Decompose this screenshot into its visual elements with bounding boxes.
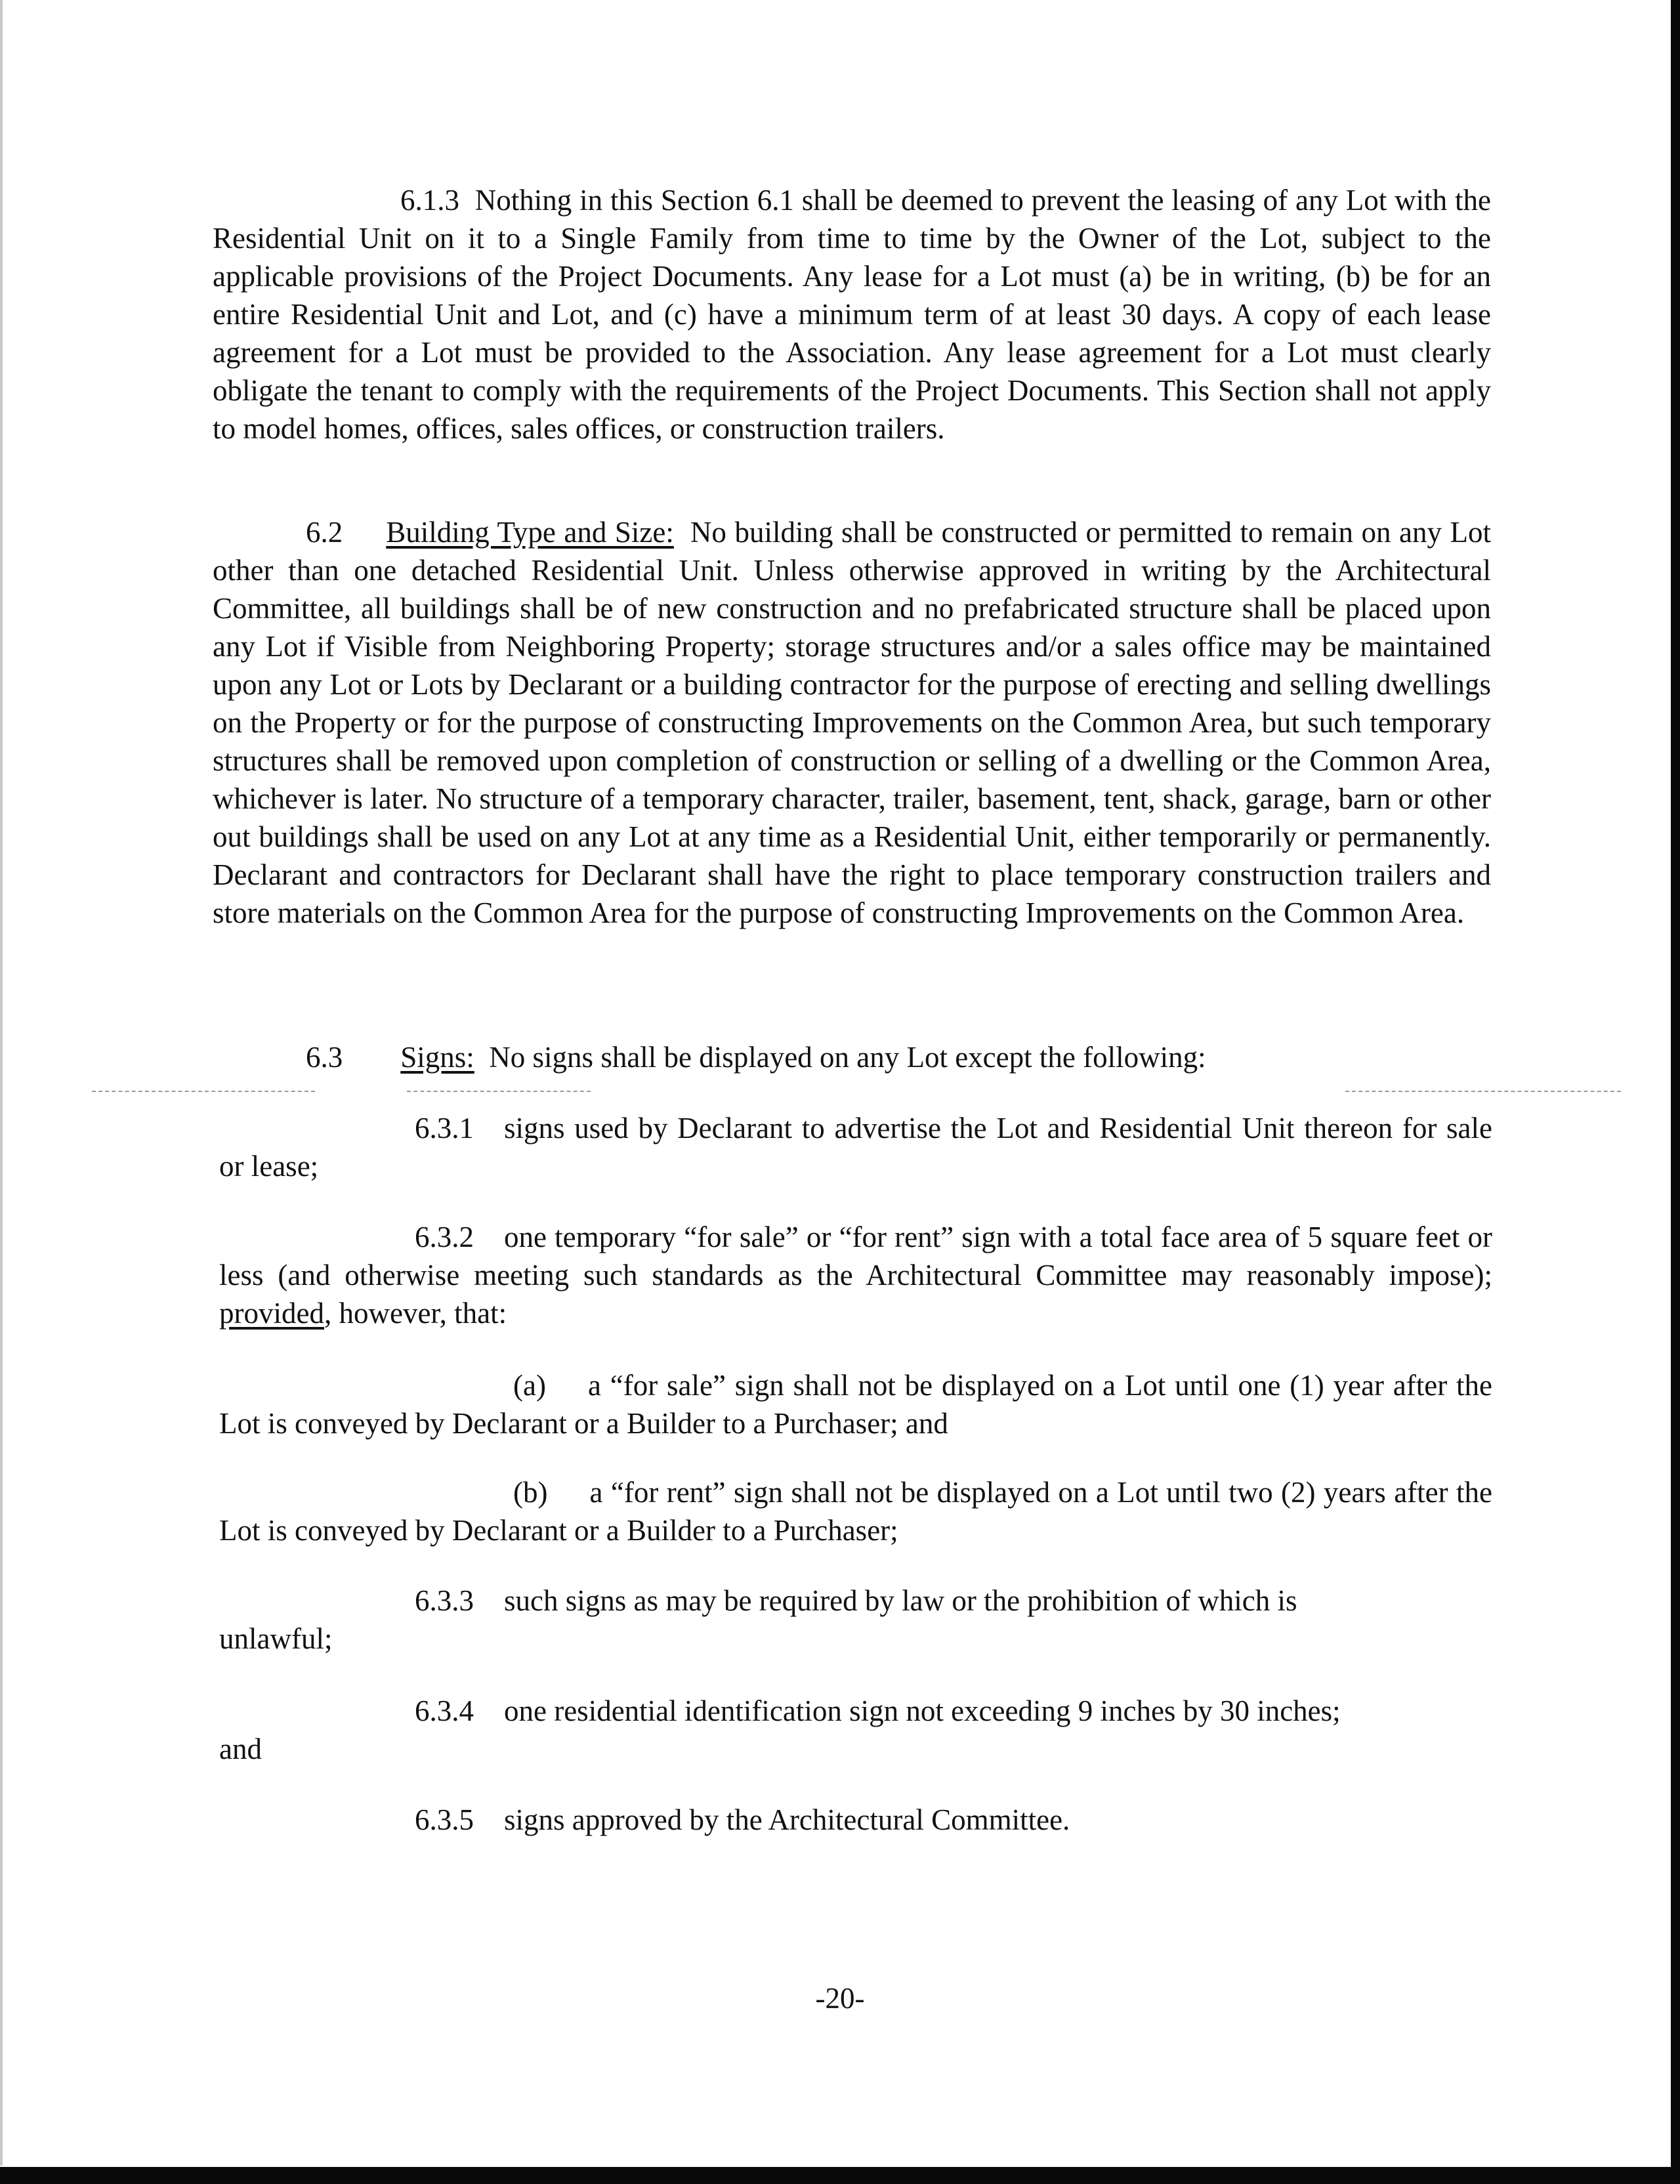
scan-edge-left [0, 0, 3, 2166]
paragraph-text: signs approved by the Architectural Committee. [504, 1803, 1070, 1836]
paragraph-text: signs used by Declarant to advertise the Lot and Residential Unit thereon for sale or lease; [219, 1112, 1492, 1183]
section-number: 6.3.5 [415, 1803, 474, 1836]
paragraph-text: a “for rent” sign shall not be displayed on a Lot until two (2) years after the Lot is conveyed by Declarant or a Builder to a Purchaser; [219, 1476, 1492, 1547]
scan-artifact-line [407, 1091, 591, 1092]
paragraph-text-end: , however, that: [324, 1297, 507, 1330]
section-number: 6.2 [306, 516, 343, 549]
paragraph-text: one temporary “for sale” or “for rent” sign with a total face area of 5 square feet or less (and otherwise meeting such standards as the Architectural Committee may reasonably impose); [219, 1221, 1492, 1292]
section-number: 6.3.2 [415, 1221, 474, 1253]
subparagraph-a [219, 1366, 1492, 1442]
paragraph-6-3-2 [219, 1218, 1492, 1332]
page-number: -20- [815, 1982, 865, 2015]
paragraph-text: a “for sale” sign shall not be displayed on a Lot until one (1) year after the Lot is conveyed by Declarant or a Builder to a Purchaser; and [219, 1369, 1492, 1440]
section-number: 6.3.3 [415, 1584, 474, 1617]
subparagraph-label: (a) [513, 1369, 546, 1402]
section-number: 6.3 [306, 1041, 343, 1074]
paragraph-text: Nothing in this Section 6.1 shall be deemed to prevent the leasing of any Lot with the Residential Unit on it to a Single Family from time to time by the Owner of the Lot, subject to the applicable provisions of the Project Documents. Any lease for a Lot must (a) be in writing, (b) be for an entire Residential Unit and Lot, and (c) have a minimum term of at least 30 days. A copy of each lease agreement for a Lot must be provided to the Association. Any lease agreement for a Lot must clearly obligate the tenant to comply with the requirements of the Project Documents. This Section shall not apply to model homes, offices, sales offices, or construction trailers. [213, 184, 1492, 445]
paragraph-6-1-3 [213, 181, 1491, 448]
paragraph-6-3-4-continuation [219, 1730, 1492, 1768]
subparagraph-label: (b) [513, 1476, 548, 1509]
section-heading: Building Type and Size: [386, 516, 674, 549]
scan-artifact-line [92, 1091, 315, 1092]
paragraph-6-2 [213, 513, 1491, 932]
section-number: 6.3.4 [415, 1694, 474, 1727]
paragraph-6-3-4 [219, 1692, 1492, 1730]
paragraph-6-3 [213, 1038, 1491, 1076]
paragraph-text: and [219, 1732, 262, 1765]
paragraph-text: unlawful; [219, 1622, 333, 1655]
paragraph-text: one residential identification sign not exceeding 9 inches by 30 inches; [504, 1694, 1341, 1727]
section-number: 6.1.3 [400, 184, 459, 217]
paragraph-6-3-1 [219, 1109, 1492, 1185]
section-heading: Signs: [400, 1041, 474, 1074]
scan-edge-bottom [0, 2167, 1680, 2184]
paragraph-text: No building shall be constructed or permitted to remain on any Lot other than one detached Residential Unit. Unless otherwise approved in writing by the Architectural Committee, all buildings shall be of new construction and no prefabricated structure shall be placed upon any Lot if Visible from Neighboring Property; storage structures and/or a sales office may be maintained upon any Lot or Lots by Declarant or a building contractor for the purpose of erecting and selling dwellings on the Property or for the purpose of constructing Improvements on the Common Area, but such temporary structures shall be removed upon completion of construction or selling of a dwelling or the Common Area, whichever is later. No structure of a temporary character, trailer, basement, tent, shack, garage, barn or other out buildings shall be used on any Lot at any time as a Residential Unit, either temporarily or permanently. Declarant and contractors for Declarant shall have the right to place temporary construction trailers and store materials on the Common Area for the purpose of constructing Improvements on the Common Area. [213, 516, 1492, 929]
provided-term: provided [219, 1297, 324, 1330]
paragraph-text: such signs as may be required by law or the prohibition of which is [504, 1584, 1297, 1617]
paragraph-text: No signs shall be displayed on any Lot except the following: [489, 1041, 1206, 1074]
paragraph-6-3-5 [219, 1801, 1492, 1839]
subparagraph-b [219, 1473, 1492, 1549]
paragraph-6-3-3 [219, 1582, 1492, 1620]
scan-edge-right [1671, 0, 1680, 2184]
section-number: 6.3.1 [415, 1112, 474, 1144]
scan-artifact-line [1345, 1091, 1621, 1092]
paragraph-6-3-3-continuation [219, 1620, 1492, 1658]
